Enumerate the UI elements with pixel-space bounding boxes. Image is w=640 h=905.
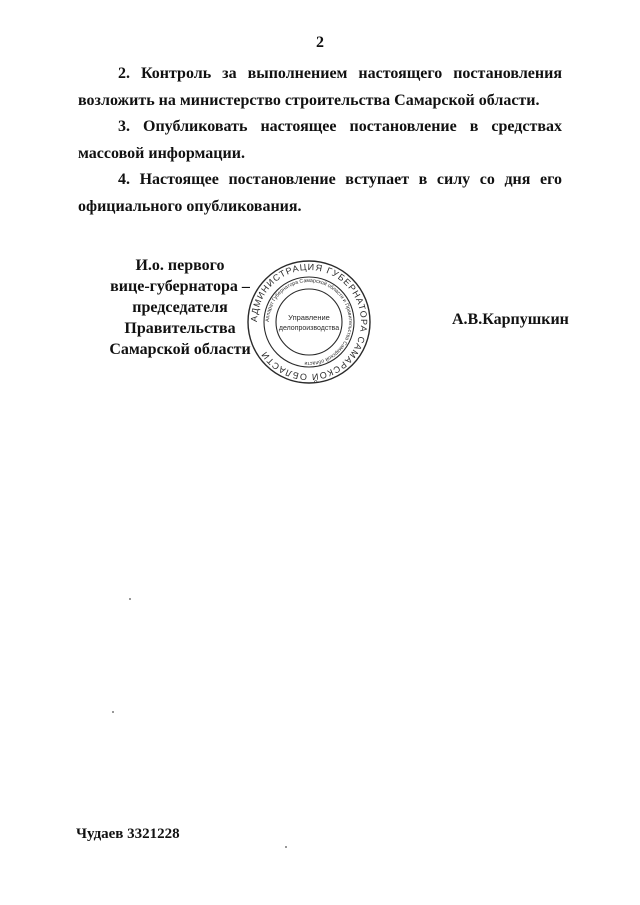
scan-speck	[285, 846, 287, 848]
stamp-inner-text: Аппарат Губернатора Самарской области и Правительства Самарской области	[264, 277, 354, 367]
signatory-title-line: И.о. первого	[135, 257, 225, 274]
page-number: 2	[316, 34, 324, 51]
signatory-title-line: Самарской области	[109, 341, 251, 358]
scan-speck	[112, 711, 114, 713]
stamp-center-line1: Управление	[288, 313, 330, 322]
official-stamp	[245, 258, 373, 386]
executor-note: Чудаев 3321228	[76, 826, 180, 842]
scan-speck	[129, 598, 131, 600]
paragraph-4-effect: 4. Настоящее постановление вступает в силу со дня его официального опубликования.	[78, 171, 562, 215]
signatory-name: А.В.Карпушкин	[452, 311, 569, 328]
stamp-middle-ring	[264, 277, 354, 367]
signatory-title-line: председателя Правительства	[124, 299, 236, 337]
stamp-inner-ring	[276, 289, 342, 355]
paragraph-2-control: 2. Контроль за выполнением настоящего постановления возложить на министерство строительства Самарской области.	[78, 65, 562, 109]
stamp-outer-text: АДМИНИСТРАЦИЯ ГУБЕРНАТОРА САМАРСКОЙ ОБЛАСТИ	[248, 261, 370, 383]
signatory-title-line: вице-губернатора –	[110, 278, 250, 295]
paragraph-3-publish: 3. Опубликовать настоящее постановление в средствах массовой информации.	[78, 118, 562, 162]
stamp-center-line2: делопроизводства	[278, 325, 340, 332]
